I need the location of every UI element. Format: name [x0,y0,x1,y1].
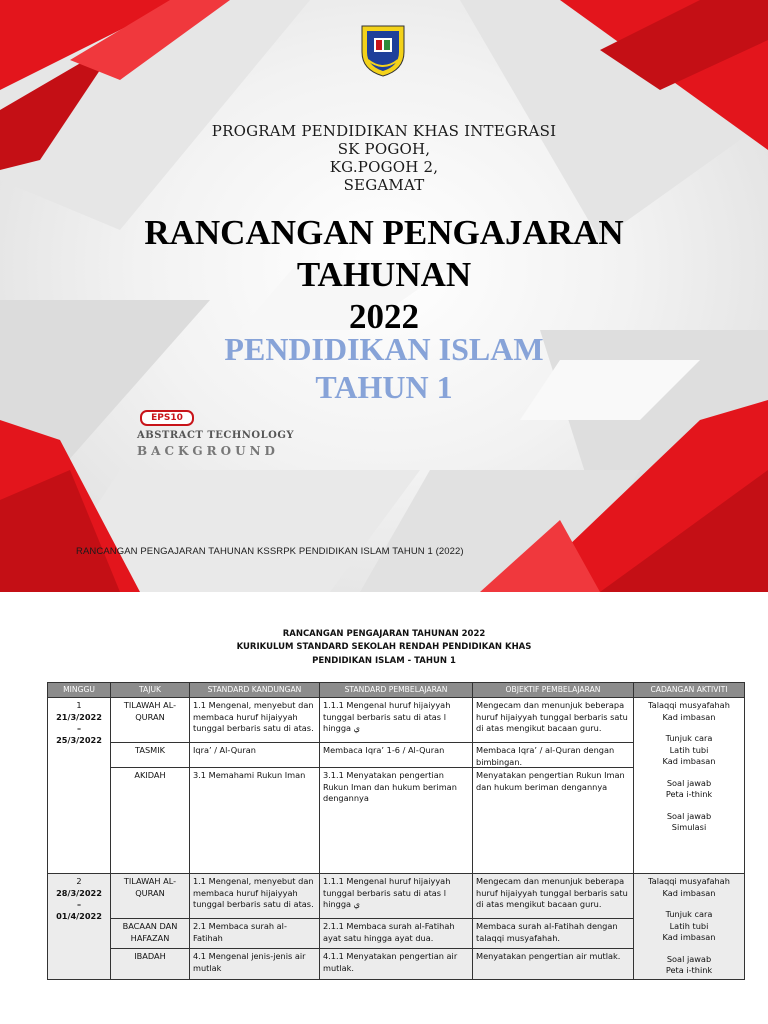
doc-heading-2: KURIKULUM STANDARD SEKOLAH RENDAH PENDIDIKAN KHAS [236,642,532,652]
subject-block [0,330,768,406]
week-start: 28/3/2022 [56,887,102,898]
tajuk: IBADAH [111,948,189,963]
activity: Tunjuk cara [665,733,713,743]
activity: Soal jawab [666,810,712,821]
tajuk-cell [111,874,190,980]
cover-footer: RANCANGAN PENGAJARAN TAHUNAN KSSRPK PENDIDIKAN ISLAM TAHUN 1 (2022) [76,546,464,557]
kandungan: Iqra’ / Al-Quran [190,742,319,765]
col-header-pembelajaran: STANDARD PEMBELAJARAN [320,683,473,698]
week-cell [48,874,111,980]
pembelajaran: 1.1.1 Mengenal huruf hijaiyyah tunggal berbaris satu di atas ا hingga ي [323,876,451,909]
col-header-minggu: MINGGU [48,683,111,698]
activity: Latih tubi [669,920,709,931]
col-header-kandungan: STANDARD KANDUNGAN [190,683,320,698]
objektif-cell [473,698,634,874]
pembelajaran-cell [320,698,473,874]
kandungan: 3.1 Memahami Rukun Iman [190,767,319,782]
kandungan-cell [190,874,320,980]
main-title-block [0,212,768,338]
tajuk: AKIDAH [111,767,189,782]
pembelajaran: 2.1.1 Membaca surah al-Fatihah ayat satu hingga ayat dua. [320,918,472,946]
kandungan: 2.1 Membaca surah al-Fatihah [190,918,319,946]
activity: Kad imbasan [662,932,716,942]
title-line-1: RANCANGAN PENGAJARAN [144,213,624,252]
school-crest-logo [358,22,408,78]
week-start: 21/3/2022 [56,711,102,722]
objektif: Mengecam dan menunjuk beberapa huruf hijaiyyah tunggal berbaris satu di atas mengikut bacaan guru. [476,700,628,733]
table-row [48,874,745,980]
col-header-tajuk: TAJUK [111,683,190,698]
title-line-2: TAHUNAN [296,255,472,294]
activity: Peta i-think [665,789,713,799]
title-year: 2022 [349,297,419,336]
school-address: KG.POGOH 2, [329,158,439,176]
week-end: 25/3/2022 [56,734,102,745]
subject-name: PENDIDIKAN ISLAM [224,331,544,367]
week-number: 2 [76,876,82,886]
pembelajaran: Membaca Iqra’ 1-6 / Al-Quran [320,742,472,765]
school-district: SEGAMAT [343,176,425,194]
activity: Soal jawab [666,777,712,788]
objektif: Mengecam dan menunjuk beberapa huruf hijaiyyah tunggal berbaris satu di atas mengikut bacaan guru. [476,876,628,909]
kandungan-cell [190,698,320,874]
subject-year: TAHUN 1 [315,369,453,405]
school-name-block [0,122,768,194]
tajuk: TILAWAH AL-QURAN [123,700,177,722]
table-header-row [48,683,745,698]
kandungan: 4.1 Mengenal jenis-jenis air mutlak [190,948,319,974]
activity: Soal jawab [666,953,712,964]
abstract-caption: ABSTRACT TECHNOLOGY [137,430,295,441]
col-header-aktiviti: CADANGAN AKTIVITI [634,683,745,698]
objektif-cell [473,874,634,980]
activity: Talaqqi musyafahah [648,876,730,886]
week-end: 01/4/2022 [56,910,102,921]
doc-heading-1: RANCANGAN PENGAJARAN TAHUNAN 2022 [282,629,486,639]
kandungan: 1.1 Mengenal, menyebut dan membaca huruf hijaiyyah tunggal berbaris satu di atas. [193,876,314,909]
objektif: Menyatakan pengertian Rukun Iman dan hukum beriman dengannya [473,767,633,793]
aktiviti-cell [634,874,745,980]
kandungan: 1.1 Mengenal, menyebut dan membaca huruf hijaiyyah tunggal berbaris satu di atas. [193,700,314,733]
objektif: Membaca surah al-Fatihah dengan talaqqi musyafahah. [473,918,633,946]
tajuk: TASMIK [111,742,189,765]
background-caption: BACKGROUND [137,444,279,458]
tajuk: TILAWAH AL-QURAN [123,876,177,898]
activity: Talaqqi musyafahah [648,700,730,710]
aktiviti-cell [634,698,745,874]
objektif: Membaca Iqra’ / al-Quran dengan bimbingan. [473,742,633,765]
activity: Kad imbasan [662,711,716,722]
objektif: Menyatakan pengertian air mutlak. [473,948,633,963]
col-header-objektif: OBJEKTIF PEMBELAJARAN [473,683,634,698]
activity: Tunjuk cara [665,909,713,919]
pembelajaran: 4.1.1 Menyatakan pengertian air mutlak. [320,948,472,974]
activity: Latih tubi [669,744,709,755]
program-name: PROGRAM PENDIDIKAN KHAS INTEGRASI [211,122,557,140]
activity: Kad imbasan [662,887,716,898]
plan-table [47,682,745,980]
doc-heading-3: PENDIDIKAN ISLAM - TAHUN 1 [312,656,456,666]
week-dash: – [76,899,82,909]
pembelajaran: 3.1.1 Menyatakan pengertian Rukun Iman dan hukum beriman dengannya [320,767,472,805]
school-name: SK POGOH, [337,140,431,158]
pembelajaran-cell [320,874,473,980]
tajuk-cell [111,698,190,874]
activity: Peta i-think [665,965,713,975]
eps-badge: EPS10 [140,410,194,426]
tajuk: BACAAN DAN HAFAZAN [111,918,189,946]
week-dash: – [76,723,82,733]
activity: Kad imbasan [662,756,716,766]
week-cell [48,698,111,874]
table-row [48,698,745,874]
plan-page [0,592,768,1024]
week-number: 1 [76,700,82,710]
pembelajaran: 1.1.1 Mengenal huruf hijaiyyah tunggal berbaris satu di atas ا hingga ي [323,700,451,733]
activity: Simulasi [671,822,707,832]
